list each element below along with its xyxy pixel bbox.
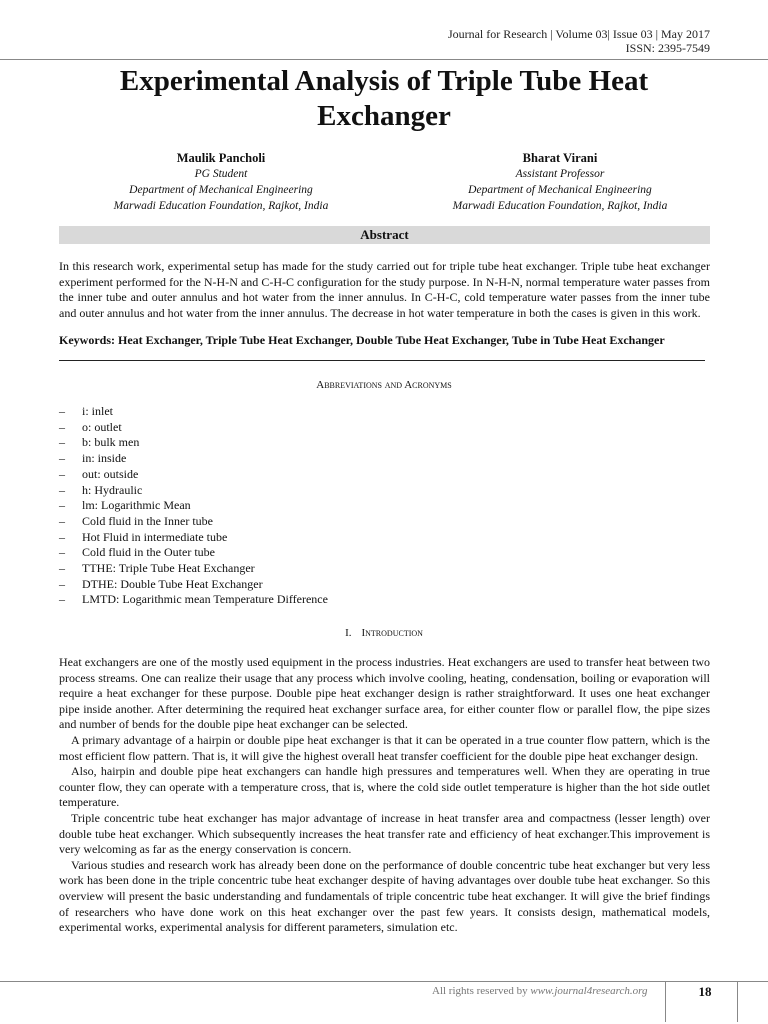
section-title: Introduction (361, 627, 423, 639)
abbreviation-text: i: inlet (82, 404, 113, 418)
abbreviation-item (59, 530, 328, 546)
abbreviation-text: o: outlet (82, 419, 122, 434)
author-affiliation: Marwadi Education Foundation, Rajkot, India (452, 200, 668, 212)
abbreviation-text: LMTD: Logarithmic mean Temperature Difference (82, 592, 328, 607)
footer-divider (737, 982, 738, 1022)
abbreviation-text: Cold fluid in the Outer tube (82, 545, 215, 560)
author-role: Assistant Professor (515, 168, 605, 180)
abbreviation-item (59, 467, 328, 483)
author-department: Department of Mechanical Engineering (129, 184, 313, 196)
list-dash: – (59, 592, 65, 607)
abbreviation-item (59, 561, 328, 577)
footer-rights (432, 985, 648, 997)
abbreviation-text: h: Hydraulic (82, 482, 143, 497)
abbreviation-item (59, 404, 328, 420)
footer-rule (0, 981, 768, 982)
introduction-body (59, 655, 710, 936)
introduction-paragraph: Various studies and research work has already been done on the performance of double concentric tube heat exchanger but very less work has been done in the triple concentric tube heat exchanger despite of having advantages over double tube heat exchanger. So this overview will present the basic understanding and fundamentals of triple concentric tube heat exchanger. It will give the brief findings of researchers who have done work on this heat exchanger over the past few years. It consists design, mathematical models, experimental works, experimental analysis for different parameters, simulation etc. (59, 857, 710, 935)
abbreviation-item (59, 483, 328, 499)
list-dash: – (59, 513, 65, 528)
journal-header (448, 27, 710, 55)
footer-divider (665, 982, 666, 1022)
abbreviation-text: out: outside (82, 466, 139, 481)
abbreviation-item (59, 435, 328, 451)
abbreviation-item (59, 498, 328, 514)
section-number: I. (345, 627, 352, 639)
keywords-rule (59, 360, 705, 361)
abbreviation-text: Cold fluid in the Inner tube (82, 513, 213, 528)
journal-website-link[interactable]: www.journal4research.org (530, 985, 648, 997)
list-dash: – (59, 419, 65, 434)
abstract-text: In this research work, experimental setup has made for the study carried out for triple tube heat exchanger. Triple tube heat exchanger experiment performed for the N-H-N and C-H-C configuration for the study purpose. In N-H-N, normal temperature water passes from the inner tube and outer annulus and hot water from the inner annulus. In C-H-C, cold temperature water passes from the inner tube and outer annulus and hot water from the inner annulus. The decrease in hot water temperature in both the cases is given in this work. (59, 259, 710, 320)
list-dash: – (59, 561, 65, 576)
introduction-paragraph: Triple concentric tube heat exchanger has major advantage of increase in heat transfer area and compactness (lesser length) over double tube heat exchanger. Which subsequently increases the heat transfer rate and efficiency of heat exchanger.This improvement is very welcoming as far as the energy conservation is concern. (59, 810, 710, 857)
page-number: 18 (698, 984, 712, 999)
paper-title: Experimental Analysis of Triple Tube Heat Exchanger (119, 65, 649, 132)
abbreviation-item (59, 420, 328, 436)
list-dash: – (59, 451, 65, 466)
abbreviation-text: in: inside (82, 451, 127, 466)
header-rule (0, 59, 768, 60)
introduction-paragraph: A primary advantage of a hairpin or double pipe heat exchanger is that it can be operated in a true counter flow pattern, which is the most efficient flow pattern. That is, it will give the highest overall heat transfer coefficient for the double pipe heat exchanger design. (59, 732, 710, 763)
author-affiliation: Marwadi Education Foundation, Rajkot, India (113, 200, 329, 212)
abbreviation-text: lm: Logarithmic Mean (82, 498, 191, 513)
abbreviation-item (59, 545, 328, 561)
list-dash: – (59, 545, 65, 560)
author-role: PG Student (194, 168, 248, 180)
list-dash: – (59, 529, 65, 544)
abbreviation-text: TTHE: Triple Tube Heat Exchanger (82, 561, 255, 576)
list-dash: – (59, 576, 65, 591)
author-department: Department of Mechanical Engineering (468, 184, 652, 196)
issn: ISSN: 2395-7549 (625, 41, 710, 55)
list-dash: – (59, 498, 65, 513)
list-dash: – (59, 435, 65, 450)
author-block-1 (90, 150, 352, 214)
abstract-heading: Abstract (59, 226, 710, 244)
abbreviation-text: Hot Fluid in intermediate tube (82, 529, 228, 544)
abbreviation-item (59, 514, 328, 530)
introduction-paragraph: Also, hairpin and double pipe heat exchangers can handle high pressures and temperatures well. When they are operating in true counter flow, they can operate with a temperature cross, that is, where the cold side outlet temperature is higher than the hot side outlet temperature. (59, 764, 710, 810)
keywords: Keywords: Heat Exchanger, Triple Tube Heat Exchanger, Double Tube Heat Exchanger, Tube in Tube Heat Exchanger (59, 333, 665, 347)
abbreviation-text: b: bulk men (82, 435, 140, 450)
list-dash: – (59, 404, 65, 418)
introduction-paragraph: Heat exchangers are one of the mostly used equipment in the process industries. Heat exchangers are used to transfer heat between two process streams. One can realize their usage that any process which involve cooling, heating, condensation, boiling or evaporation will require a heat exchanger for these purpose. Double pipe heat exchanger design is rather straightforward. It uses one heat exchanger pipe inside another. After determining the required heat exchanger surface area, for either counter flow or parallel flow, the pipe sizes and number of bends for the double pipe heat exchanger can be selected. (59, 655, 710, 732)
abbreviations-list (59, 404, 328, 608)
abbreviation-item (59, 592, 328, 608)
author-block-2 (420, 150, 700, 214)
list-dash: – (59, 482, 65, 497)
list-dash: – (59, 466, 65, 481)
author-name: Maulik Pancholi (176, 151, 266, 165)
rights-text: All rights reserved by (432, 985, 531, 997)
abbreviation-item (59, 577, 328, 593)
introduction-heading (0, 626, 768, 640)
author-name: Bharat Virani (522, 151, 598, 165)
abbreviations-heading: Abbreviations and Acronyms (316, 379, 452, 391)
journal-info: Journal for Research | Volume 03| Issue 03 | May 2017 (447, 27, 710, 41)
abbreviation-text: DTHE: Double Tube Heat Exchanger (82, 576, 263, 591)
abbreviation-item (59, 451, 328, 467)
